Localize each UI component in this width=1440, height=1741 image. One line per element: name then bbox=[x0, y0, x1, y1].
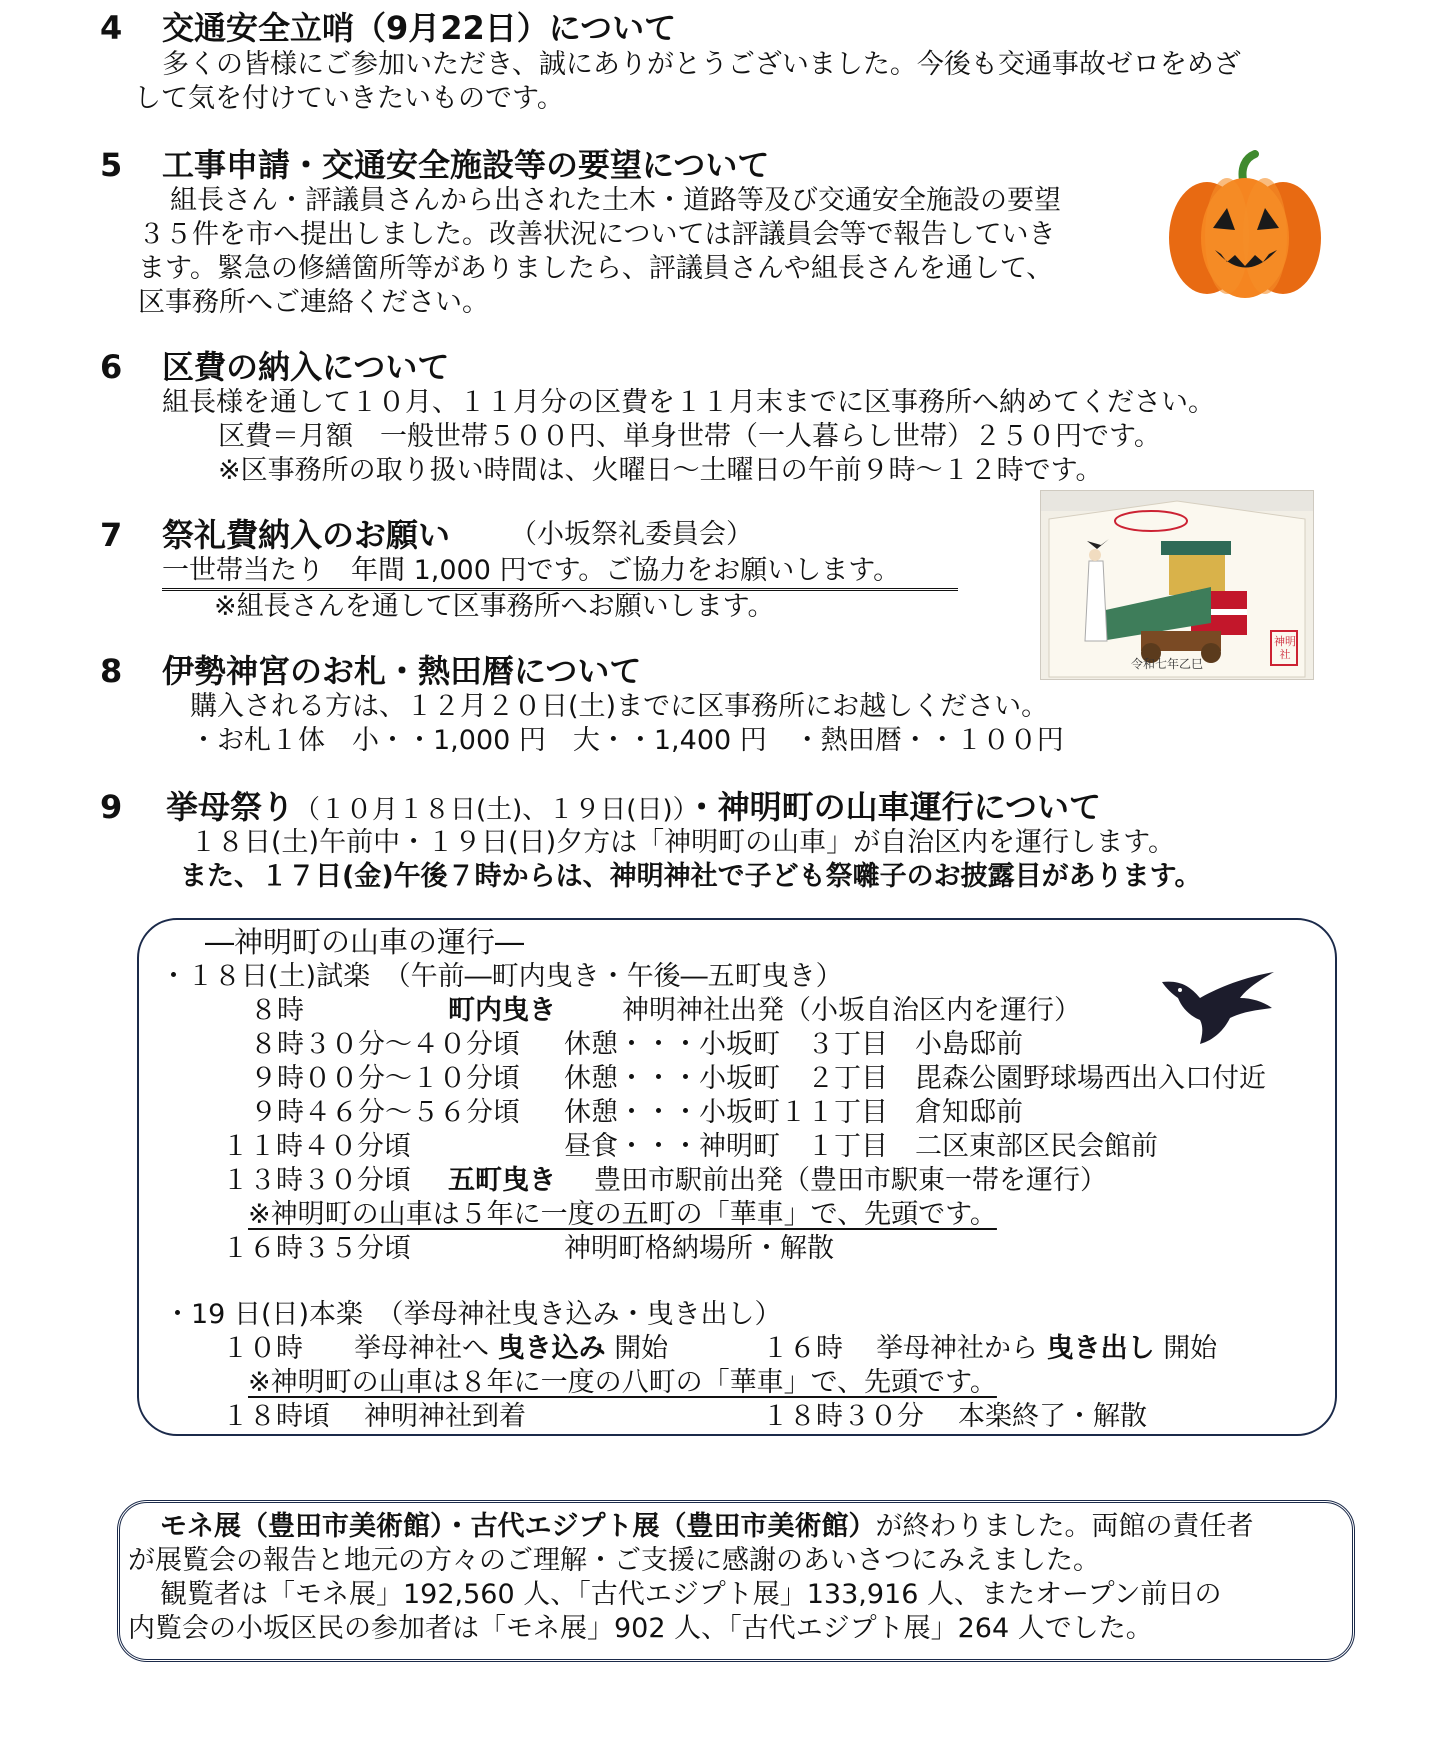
title-part: ・神明町の山車運行について bbox=[685, 788, 1101, 826]
title-dates: （１０月１８日(土)、１９日(日)） bbox=[294, 795, 686, 825]
row-time: １３時３０分頃 bbox=[222, 1165, 411, 1196]
body-line: １８日(土)午前中・１９日(日)夕方は「神明町の山車」が自治区内を運行します。 bbox=[190, 827, 1175, 858]
notice-line bbox=[160, 1510, 1254, 1544]
body-line: ・お札１体 小・・1,000 円 大・・1,400 円 ・熱田暦・・１００円 bbox=[190, 725, 1064, 756]
body-line: 組長さん・評議員さんから出された土木・道路等及び交通安全施設の要望 bbox=[170, 185, 1061, 216]
row-tag: 五町曳き bbox=[448, 1165, 556, 1196]
row-desc: 休憩・・・小坂町 ３丁目 小島邸前 bbox=[564, 1029, 1023, 1060]
row-time: １１時４０分頃 bbox=[222, 1131, 411, 1162]
crow-icon bbox=[1160, 968, 1280, 1048]
row-tag: 町内曳き bbox=[448, 995, 556, 1026]
row-tag: 曳き出し bbox=[1046, 1333, 1155, 1364]
row-time: ８時３０分～４０分頃 bbox=[250, 1029, 520, 1060]
section-title bbox=[166, 787, 1101, 830]
section-title: 区費の納入について bbox=[162, 348, 450, 386]
row-desc: 豊田市駅前出発（豊田市駅東一帯を運行） bbox=[594, 1165, 1107, 1196]
row-desc: 休憩・・・小坂町 ２丁目 毘森公園野球場西出入口付近 bbox=[564, 1063, 1266, 1094]
row-desc: 昼食・・・神明町 １丁目 二区東部区民会館前 bbox=[564, 1131, 1158, 1162]
body-line: 区事務所へご連絡ください。 bbox=[138, 287, 489, 318]
section-number: 6 bbox=[100, 348, 123, 386]
organizer-label: （小坂祭礼委員会） bbox=[510, 519, 753, 550]
seal-text: 神明社 bbox=[1274, 635, 1296, 661]
body-line: ※組長さんを通して区事務所へお願いします。 bbox=[214, 591, 775, 622]
section-number: 5 bbox=[100, 146, 123, 184]
row-tag: 曳き込み bbox=[497, 1333, 606, 1364]
row-desc-part: 開始 bbox=[614, 1333, 669, 1364]
body-line: ます。緊急の修繕箇所等がありましたら、評議員さんや組長さんを通して、 bbox=[138, 253, 1054, 284]
notice-emphasis: モネ展（豊田市美術館）・古代エジプト展（豊田市美術館） bbox=[160, 1511, 876, 1542]
notice-line: 観覧者は「モネ展」192,560 人、「古代エジプト展」133,916 人、またオープン前日の bbox=[160, 1579, 1222, 1610]
ema-illustration bbox=[1040, 490, 1314, 680]
pumpkin-illustration bbox=[1165, 150, 1325, 300]
row-time: ８時 bbox=[250, 995, 304, 1026]
row-time: １８時頃 bbox=[222, 1401, 330, 1432]
section-number: 8 bbox=[100, 652, 123, 690]
row-desc: 神明神社到着 bbox=[364, 1401, 526, 1432]
row-time: １６時３５分頃 bbox=[222, 1233, 411, 1264]
row-desc: 休憩・・・小坂町１１丁目 倉知邸前 bbox=[564, 1097, 1023, 1128]
section-title: 工事申請・交通安全施設等の要望について bbox=[162, 146, 770, 184]
section-title: 交通安全立哨（9月22日）について bbox=[162, 9, 677, 47]
day1-header: ・１８日(土)試楽 （午前―町内曳き・午後―五町曳き） bbox=[160, 961, 843, 992]
section-title: 伊勢神宮のお札・熱田暦について bbox=[162, 652, 642, 690]
day1-note: ※神明町の山車は５年に一度の五町の「華車」で、先頭です。 bbox=[248, 1199, 997, 1230]
body-line: 購入される方は、１２月２０日(土)までに区事務所にお越しください。 bbox=[190, 691, 1049, 722]
row-time: １８時３０分 bbox=[762, 1401, 924, 1432]
body-line: ３５件を市へ提出しました。改善状況については評議員会等で報告していき bbox=[138, 219, 1056, 250]
section-number: 9 bbox=[100, 788, 123, 826]
body-line-emphasis: 一世帯当たり 年間 1,000 円です。ご協力をお願いします。 bbox=[162, 554, 958, 591]
row-desc-part: 挙母神社へ bbox=[354, 1333, 489, 1364]
body-line: 区費＝月額 一般世帯５００円、単身世帯（一人暮らし世帯）２５０円です。 bbox=[218, 421, 1161, 452]
body-line: して気を付けていきたいものです。 bbox=[134, 83, 564, 114]
row-desc: 神明神社出発（小坂自治区内を運行） bbox=[622, 995, 1081, 1026]
year-text: 令和七年乙巳 bbox=[1131, 657, 1204, 671]
schedule-title: ―神明町の山車の運行― bbox=[205, 925, 525, 959]
row-time: ９時００分～１０分頃 bbox=[250, 1063, 520, 1094]
row-time: １６時 bbox=[762, 1333, 843, 1364]
notice-line: が展覧会の報告と地元の方々のご理解・ご支援に感謝のあいさつにみえました。 bbox=[128, 1545, 1100, 1576]
row-desc-part: 開始 bbox=[1163, 1333, 1218, 1364]
body-line: また、１７日(金)午後７時からは、神明神社で子ども祭囃子のお披露目があります。 bbox=[180, 861, 1202, 892]
day2-header: ・19 日(日)本楽 （挙母神社曳き込み・曳き出し） bbox=[164, 1299, 782, 1330]
row-desc: 本楽終了・解散 bbox=[958, 1401, 1147, 1432]
row-desc-part: 挙母神社から bbox=[876, 1333, 1038, 1364]
day2-note: ※神明町の山車は８年に一度の八町の「華車」で、先頭です。 bbox=[248, 1367, 997, 1398]
section-number: 4 bbox=[100, 9, 123, 47]
notice-line: 内覧会の小坂区民の参加者は「モネ展」902 人、「古代エジプト展」264 人でした。 bbox=[128, 1613, 1153, 1644]
body-line: 組長様を通して１０月、１１月分の区費を１１月末までに区事務所へ納めてください。 bbox=[162, 387, 1215, 418]
row-time: ９時４６分～５６分頃 bbox=[250, 1097, 520, 1128]
row-time: １０時 bbox=[222, 1333, 303, 1364]
notice-text: が終わりました。両館の責任者 bbox=[875, 1511, 1254, 1542]
body-line: ※区事務所の取り扱い時間は、火曜日～土曜日の午前９時～１２時です。 bbox=[218, 455, 1103, 486]
row-desc bbox=[354, 1332, 668, 1366]
section-number: 7 bbox=[100, 516, 123, 554]
title-part: 挙母祭り bbox=[166, 788, 295, 826]
section-title: 祭礼費納入のお願い bbox=[162, 516, 451, 554]
body-line: 多くの皆様にご参加いただき、誠にありがとうございました。今後も交通事故ゼロをめざ bbox=[162, 49, 1241, 80]
row-desc: 神明町格納場所・解散 bbox=[564, 1233, 834, 1264]
row-desc bbox=[876, 1332, 1217, 1366]
